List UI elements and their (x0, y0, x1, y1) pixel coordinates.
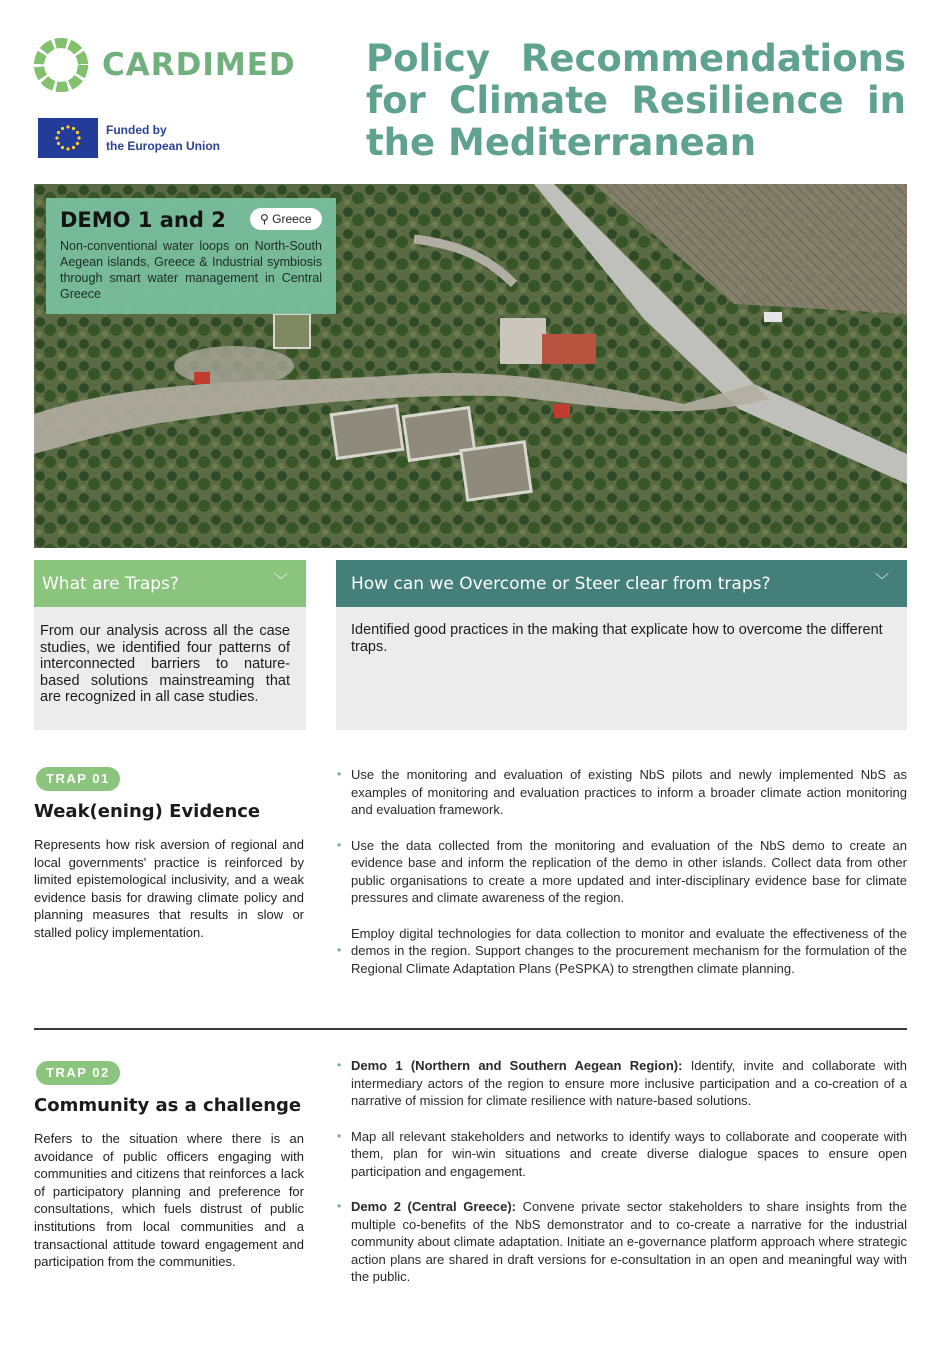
location-tag (250, 208, 322, 230)
trap-01-badge: TRAP 01 (36, 767, 120, 791)
overcome-heading: How can we Overcome or Steer clear from traps? (351, 573, 771, 594)
chevron-down-icon: ﹀ (274, 573, 288, 589)
chevron-down-icon: ﹀ (875, 573, 889, 589)
eu-funding (38, 118, 220, 158)
list-item: • Demo 2 (Central Greece): Convene private sector stakeholders to share insights from the multiple co-benefits of the NbS demonstrator and to co-create a narrative for the industrial community about climate adaptation. Initiate an e-governance platform approach where strategic action plans are shared in draft versions for e-consultation in an open and meaningful way with the public. (337, 1199, 907, 1284)
bullet-dot-icon: • (337, 942, 342, 957)
section-divider (34, 1028, 907, 1030)
bullet-dot-icon: • (337, 1058, 342, 1072)
list-item: • Employ digital technologies for data collection to monitor and evaluate the effectiveness of the demos in the region. Support changes to the procurement mechanism for the formulation of the Regional Climate Adaptation Plans (PeSPKA) to strengthen climate planning. (337, 925, 907, 976)
list-item: • Use the data collected from the monitoring and evaluation of the NbS demo to create an evidence base and inform the replication of the demo in other islands. Collect data from other public organisations to create a more updated and inter-disciplinary evidence base for climate pressures and climate awareness of the region. (337, 837, 907, 905)
bullet-dot-icon: • (337, 837, 342, 852)
funded-by-text (106, 122, 220, 154)
overcome-body: Identified good practices in the making that explicate how to overcome the different traps. (336, 607, 907, 730)
list-item: • Map all relevant stakeholders and networks to identify ways to collaborate and cooperate with them, plan for win-win situations and create diverse dialogue spaces to ensure open participation and engagement. (337, 1128, 907, 1179)
trap-02-recommendations (336, 1057, 907, 1304)
bullet-dot-icon: • (337, 1199, 342, 1213)
eu-flag-icon (38, 118, 98, 158)
bullet-dot-icon: • (337, 1128, 342, 1143)
traps-accordion-header[interactable] (34, 560, 306, 607)
trap-01-recommendations (336, 766, 907, 995)
page-title: Policy Recommendations for Climate Resilience in the Mediterranean (366, 37, 906, 164)
funded-line-2: the European Union (106, 139, 220, 153)
trap-02-badge: TRAP 02 (36, 1061, 120, 1085)
trap-02-title: Community as a challenge (34, 1095, 302, 1116)
demo-description: Non-conventional water loops on North-South Aegean islands, Greece & Industrial symbiosis through smart water management in Central Greece (60, 239, 322, 301)
cardimed-logo-icon (34, 38, 88, 92)
demo-title: DEMO 1 and 2 (60, 208, 226, 232)
list-item: • Use the monitoring and evaluation of existing NbS pilots and newly implemented NbS as examples of monitoring and evaluation practices to inform a broader climate action monitoring and evaluation framework. (337, 767, 907, 817)
brand-logo (34, 38, 296, 92)
overcome-accordion-header[interactable] (336, 560, 907, 607)
trap-02-description: Refers to the situation where there is an avoidance of public officers engaging with communities and citizens that reinforces a lack of participatory planning and preference for consultations, which fuels distrust of public institutions from local communities and a transactional attitude toward engagement and participation from the communities. (34, 1131, 304, 1270)
trap-01-title: Weak(ening) Evidence (34, 801, 261, 822)
trap-01-description: Represents how risk aversion of regional and local governments' practice is reinforced by limited epistemological inclusivity, and a weak evidence basis for drawing climate policy and planning measures that results in slow or stalled policy implementation. (34, 837, 304, 940)
location-label: Greece (272, 212, 312, 226)
bullet-dot-icon: • (337, 767, 342, 781)
brand-name: CARDIMED (102, 47, 296, 83)
location-pin-icon: ⚲ (260, 212, 269, 226)
funded-line-1: Funded by (106, 123, 167, 137)
traps-heading: What are Traps? (42, 573, 179, 594)
traps-body: From our analysis across all the case studies, we identified four patterns of interconnected barriers to nature-based solutions mainstreaming that are recognized in all case studies. (34, 607, 306, 730)
list-item: • Demo 1 (Northern and Southern Aegean Region): Identify, invite and collaborate with intermediary actors of the region to ensure more inclusive participation and a co-creation of a narrative of mission for climate resilience with nature-based solutions. (337, 1058, 908, 1108)
